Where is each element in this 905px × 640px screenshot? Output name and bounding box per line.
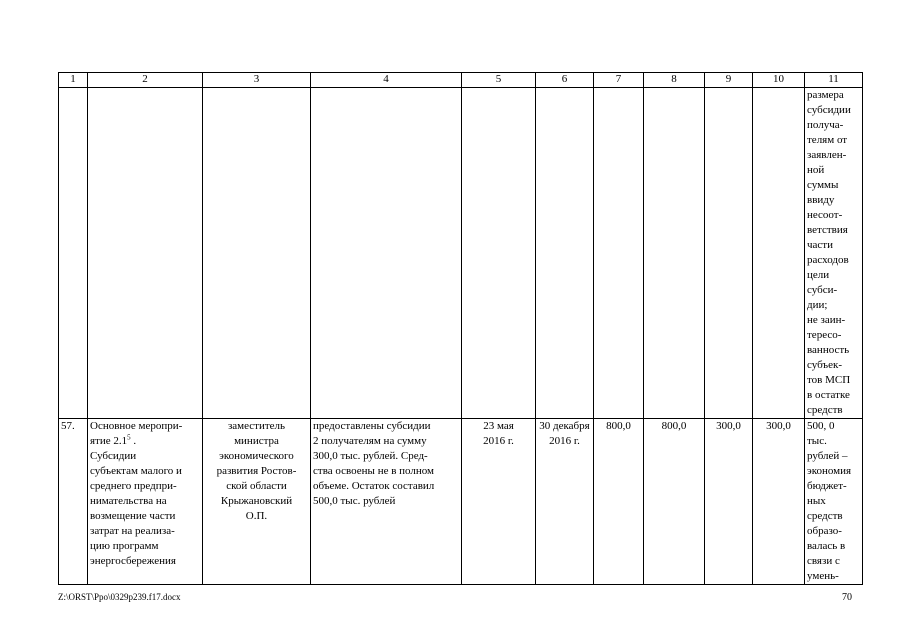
- table-row-continued: [59, 88, 863, 419]
- activity-name-cell: [88, 419, 203, 585]
- empty-cell: [203, 88, 311, 419]
- start-date-cell: 23 мая 2016 г.: [462, 419, 536, 585]
- header-cell: 10: [753, 73, 805, 88]
- column-number-header-row: [59, 73, 863, 88]
- footnote-mark: 5: [127, 433, 131, 442]
- empty-cell: [594, 88, 644, 419]
- empty-cell: [753, 88, 805, 419]
- header-cell: 4: [311, 73, 462, 88]
- responsible-cell: заместитель министра экономического развития Ростов- ской области Крыжановский О.П.: [203, 419, 311, 585]
- value-cell-7: 800,0: [594, 419, 644, 585]
- header-cell: 1: [59, 73, 88, 88]
- activity-name-rest: Субсидии субъектам малого и среднего предпри- нимательства на возмещение части затрат на реализа- цию программ энергосбережения: [90, 450, 182, 567]
- header-cell: 6: [536, 73, 594, 88]
- report-table: [58, 72, 863, 585]
- empty-cell: [705, 88, 753, 419]
- header-cell: 8: [644, 73, 705, 88]
- notes-cell: 500, 0 тыс. рублей – экономия бюджет- ных средств образо- валась в связи с умень-: [805, 419, 863, 585]
- empty-cell: [644, 88, 705, 419]
- notes-cell-continued: размера субсидии получа- телям от заявлен- ной суммы ввиду несоот- ветствия части расходов цели субси- дии; не заин- тересо- ванность субъек- тов МСП в остатке средств: [805, 88, 863, 419]
- row-number: 57.: [59, 419, 88, 585]
- value-cell-9: 300,0: [705, 419, 753, 585]
- result-cell: предоставлены субсидии 2 получателям на сумму 300,0 тыс. рублей. Сред- ства освоены не в полном объеме. Остаток составил 500,0 тыс. рублей: [311, 419, 462, 585]
- empty-cell: [536, 88, 594, 419]
- file-path-footer: Z:\ORST\Ppo\0329p239.f17.docx: [58, 592, 181, 602]
- activity-name-main: Основное меропри- ятие 2.1: [90, 420, 183, 447]
- header-cell: 7: [594, 73, 644, 88]
- header-cell: 11: [805, 73, 863, 88]
- activity-name-after: .: [130, 435, 137, 447]
- value-cell-8: 800,0: [644, 419, 705, 585]
- value-cell-10: 300,0: [753, 419, 805, 585]
- empty-cell: [88, 88, 203, 419]
- empty-cell: [311, 88, 462, 419]
- end-date-cell: 30 декабря 2016 г.: [536, 419, 594, 585]
- header-cell: 3: [203, 73, 311, 88]
- empty-cell: [462, 88, 536, 419]
- table-row-57: [59, 419, 863, 585]
- header-cell: 2: [88, 73, 203, 88]
- page-number: 70: [842, 592, 852, 603]
- header-cell: 5: [462, 73, 536, 88]
- header-cell: 9: [705, 73, 753, 88]
- empty-cell: [59, 88, 88, 419]
